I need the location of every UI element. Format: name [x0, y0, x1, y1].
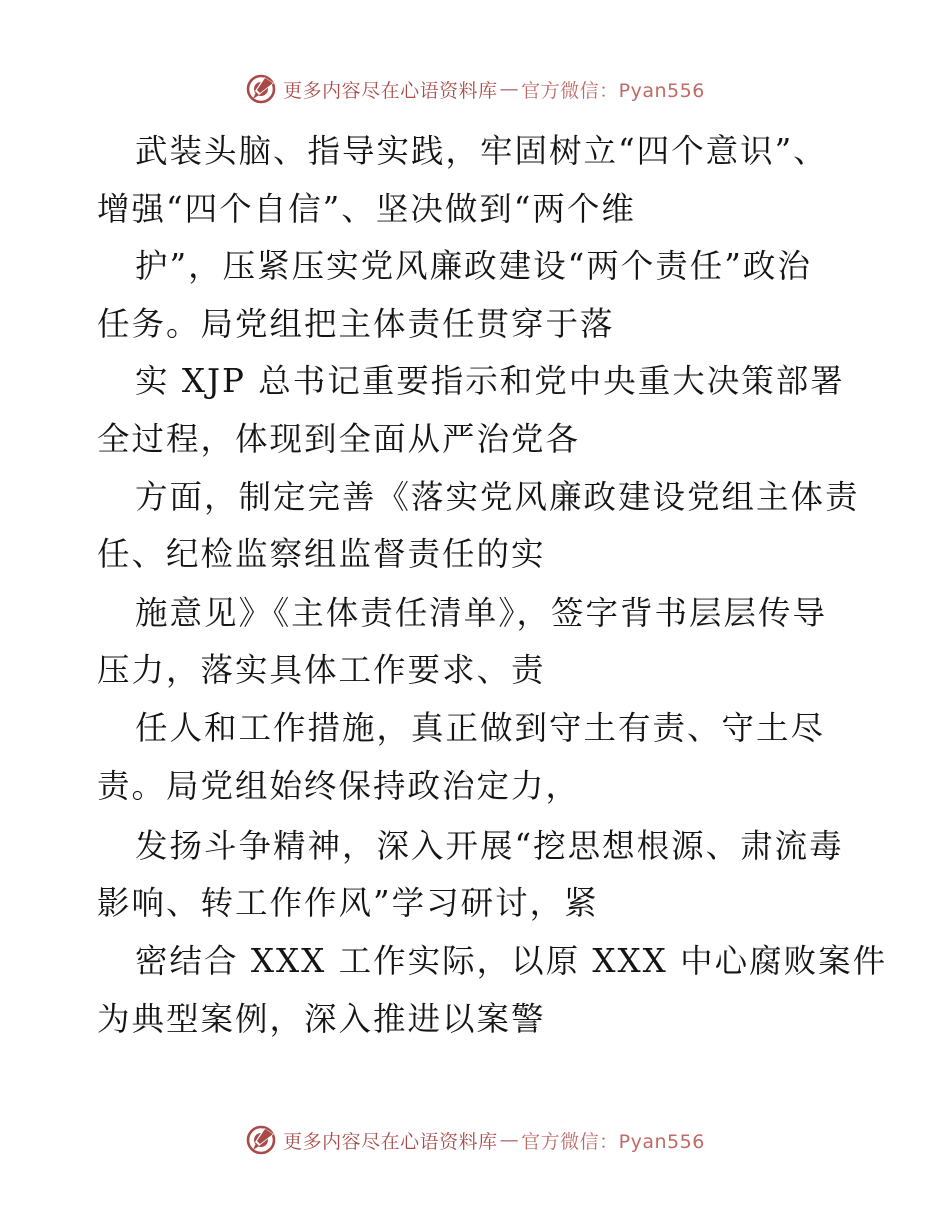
- paragraph-line: 责。局党组始终保持政治定力，: [97, 767, 581, 805]
- paragraph-line: 任务。局党组把主体责任贯穿于落: [97, 305, 615, 343]
- footer-watermark: [0, 1123, 950, 1157]
- paragraph-line: 全过程，体现到全面从严治党各: [97, 420, 581, 458]
- header-watermark: [0, 72, 950, 106]
- paragraph-line: 施意见》《主体责任清单》，签字背书层层传导: [135, 594, 828, 632]
- paragraph-line: 影响、转工作作风”学习研讨，紧: [97, 884, 599, 922]
- watermark-contact-text: 官方微信：Pyan556: [521, 79, 705, 102]
- paragraph-line: 密结合 XXX 工作实际，以原 XXX 中心腐败案件: [135, 942, 888, 980]
- pen-seal-icon: [245, 73, 277, 105]
- paragraph-line: 增强“四个自信”、坚决做到“两个维: [97, 190, 636, 228]
- watermark-contact-text: 官方微信：Pyan556: [521, 1130, 705, 1153]
- paragraph-line: 任、纪检监察组监督责任的实: [97, 535, 546, 573]
- watermark-separator: —: [499, 1129, 520, 1151]
- pen-seal-icon: [245, 1124, 277, 1156]
- watermark-site-text: 更多内容尽在心语资料库: [283, 1130, 498, 1153]
- paragraph-line: 实 XJP 总书记重要指示和党中央重大决策部署: [135, 362, 845, 400]
- paragraph-line: 为典型案例，深入推进以案警: [97, 1000, 546, 1038]
- paragraph-line: 任人和工作措施，真正做到守土有责、守土尽: [135, 709, 826, 747]
- paragraph-line: 压力，落实具体工作要求、责: [97, 651, 546, 689]
- watermark-site-text: 更多内容尽在心语资料库: [283, 79, 498, 102]
- watermark-separator: —: [499, 78, 520, 100]
- paragraph-line: 护”，压紧压实党风廉政建设“两个责任”政治: [135, 247, 812, 285]
- paragraph-line: 武装头脑、指导实践，牢固树立“四个意识”、: [135, 132, 828, 170]
- paragraph-line: 发扬斗争精神，深入开展“挖思想根源、肃流毒: [135, 827, 844, 865]
- paragraph-line: 方面，制定完善《落实党风廉政建设党组主体责: [135, 478, 860, 516]
